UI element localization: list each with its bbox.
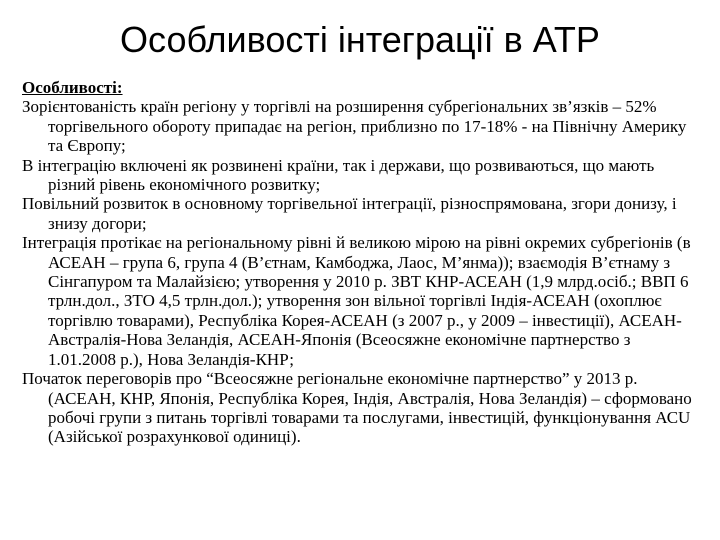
paragraph-slow-development: Повільний розвиток в основному торгівельної інтеграції, різноспрямована, згори донизу, і знизу догори; xyxy=(22,194,677,233)
section-heading: Особливості: xyxy=(22,78,123,97)
paragraph-trade-orientation: Зорієнтованість країн регіону у торгівлі на розширення субрегіональних зв’язків – 52% торгівельного обороту припадає на регіон, приблизно по 17-18% - на Північну Америку та Європу; xyxy=(22,97,687,156)
slide-body xyxy=(22,78,698,447)
paragraph-rcep-negotiations: Початок переговорів про “Всеосяжне регіональне економічне партнерство” у 2013 р. (АСЕАН, КНР, Японія, Республіка Корея, Індія, Австралія, Нова Зеландія) – сформовано робочі групи з питань торгівлі товарами та послугами, інвестицій, функціонування АСU (Азійської розрахункової одиниці). xyxy=(22,369,692,447)
paragraph-participating-countries: В інтеграцію включені як розвинені країни, так і держави, що розвиваються, що мають різний рівень економічного розвитку; xyxy=(22,155,655,195)
paragraph-regional-integration: Інтеграція протікає на регіональному рівні й великою мірою на рівні окремих субрегіонів (в АСЕАН – група 6, група 4 (В’єтнам, Камбоджа, Лаос, М’янма)); взаємодія В’єтнаму з Сінгапуром та Малайзією; утворення у 2010 р. ЗВТ КНР-АСЕАН (1,9 млрд.осіб.; ВВП 6 трлн.дол., ЗТО 4,5 трлн.дол.); утворення зон вільної торгівлі Індія-АСЕАН (охоплює торгівлю товарами), Республіка Корея-АСЕАН (з 2007 р., у 2009 – інвестиції), АСЕАН-Австралія-Нова Зеландія, АСЕАН-Японія (Всеосяжне економічне партнерство з 1.01.2008 р.), Нова Зеландія-КНР; xyxy=(22,233,691,369)
slide-title: Особливості інтеграції в АТР xyxy=(120,19,600,60)
